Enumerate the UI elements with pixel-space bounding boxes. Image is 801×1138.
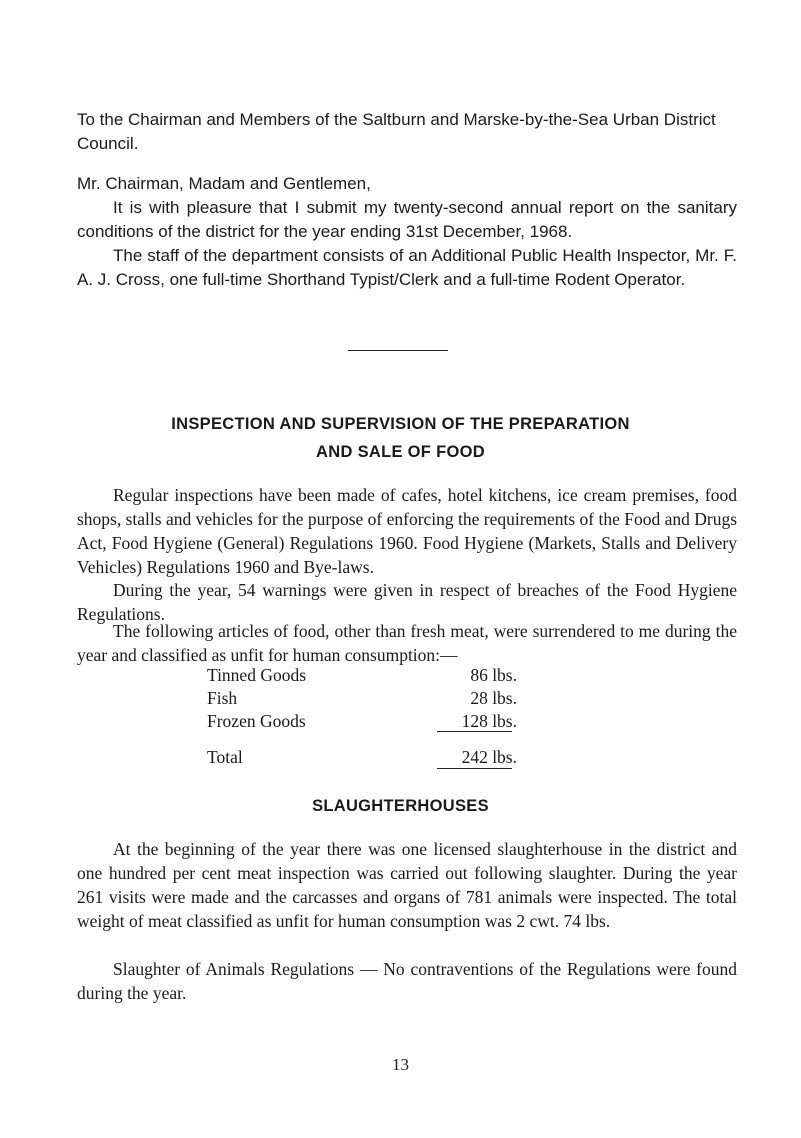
table-row [207,710,517,733]
total-label: Total [207,747,243,767]
item-name: Tinned Goods [207,665,307,685]
item-quantity: 28 lbs. [470,688,517,708]
item-quantity: 128 lbs. [461,711,517,731]
unfit-food-table [207,664,517,769]
food-paragraph-1: Regular inspections have been made of cafes, hotel kitchens, ice cream premises, food shops, stalls and vehicles for the purpose of enforcing the requirements of the Food and Drugs Act, Food Hygiene (General) Regulations 1960. Food Hygiene (Markets, Stalls and Delivery Vehicles) Regulations 1960 and Bye-laws. [77,485,737,577]
total-row [207,746,517,769]
intro-paragraph-1: It is with pleasure that I submit my twenty-second annual report on the sanitary conditions of the district for the year ending 31st December, 1968. [77,198,737,241]
slaughter-section-heading: SLAUGHTERHOUSES [312,797,489,815]
food-section-heading-line1: INSPECTION AND SUPERVISION OF THE PREPARATION [171,415,630,433]
slaughter-paragraph-2: Slaughter of Animals Regulations — No contraventions of the Regulations were found during the year. [77,959,737,1003]
total-quantity: 242 lbs. [461,747,517,767]
table-spacer [207,733,517,746]
total-rule-bottom [437,768,512,769]
food-paragraph-2: During the year, 54 warnings were given in respect of breaches of the Food Hygiene Regulations. [77,580,737,624]
total-rule-top [437,731,512,732]
intro-paragraph-2: The staff of the department consists of an Additional Public Health Inspector, Mr. F. A. J. Cross, one full-time Shorthand Typist/Clerk and a full-time Rodent Operator. [77,246,737,289]
item-quantity: 86 lbs. [470,665,517,685]
salutation: Mr. Chairman, Madam and Gentlemen, [77,174,371,193]
food-paragraph-3: The following articles of food, other than fresh meat, were surrendered to me during the year and classified as unfit for human consumption:— [77,621,737,665]
section-divider [348,350,448,351]
page-number: 13 [392,1055,409,1074]
slaughter-paragraph-1: At the beginning of the year there was one licensed slaughterhouse in the district and one hundred per cent meat inspection was carried out following slaughter. During the year 261 visits were made and the carcasses and organs of 781 animals were inspected. The total weight of meat classified as unfit for human consumption was 2 cwt. 74 lbs. [77,839,737,931]
item-name: Frozen Goods [207,711,306,731]
table-row [207,664,517,687]
table-row [207,687,517,710]
address-line: To the Chairman and Members of the Saltburn and Marske-by-the-Sea Urban District Council. [77,110,716,153]
food-section-heading-line2: AND SALE OF FOOD [316,443,485,461]
item-name: Fish [207,688,238,708]
